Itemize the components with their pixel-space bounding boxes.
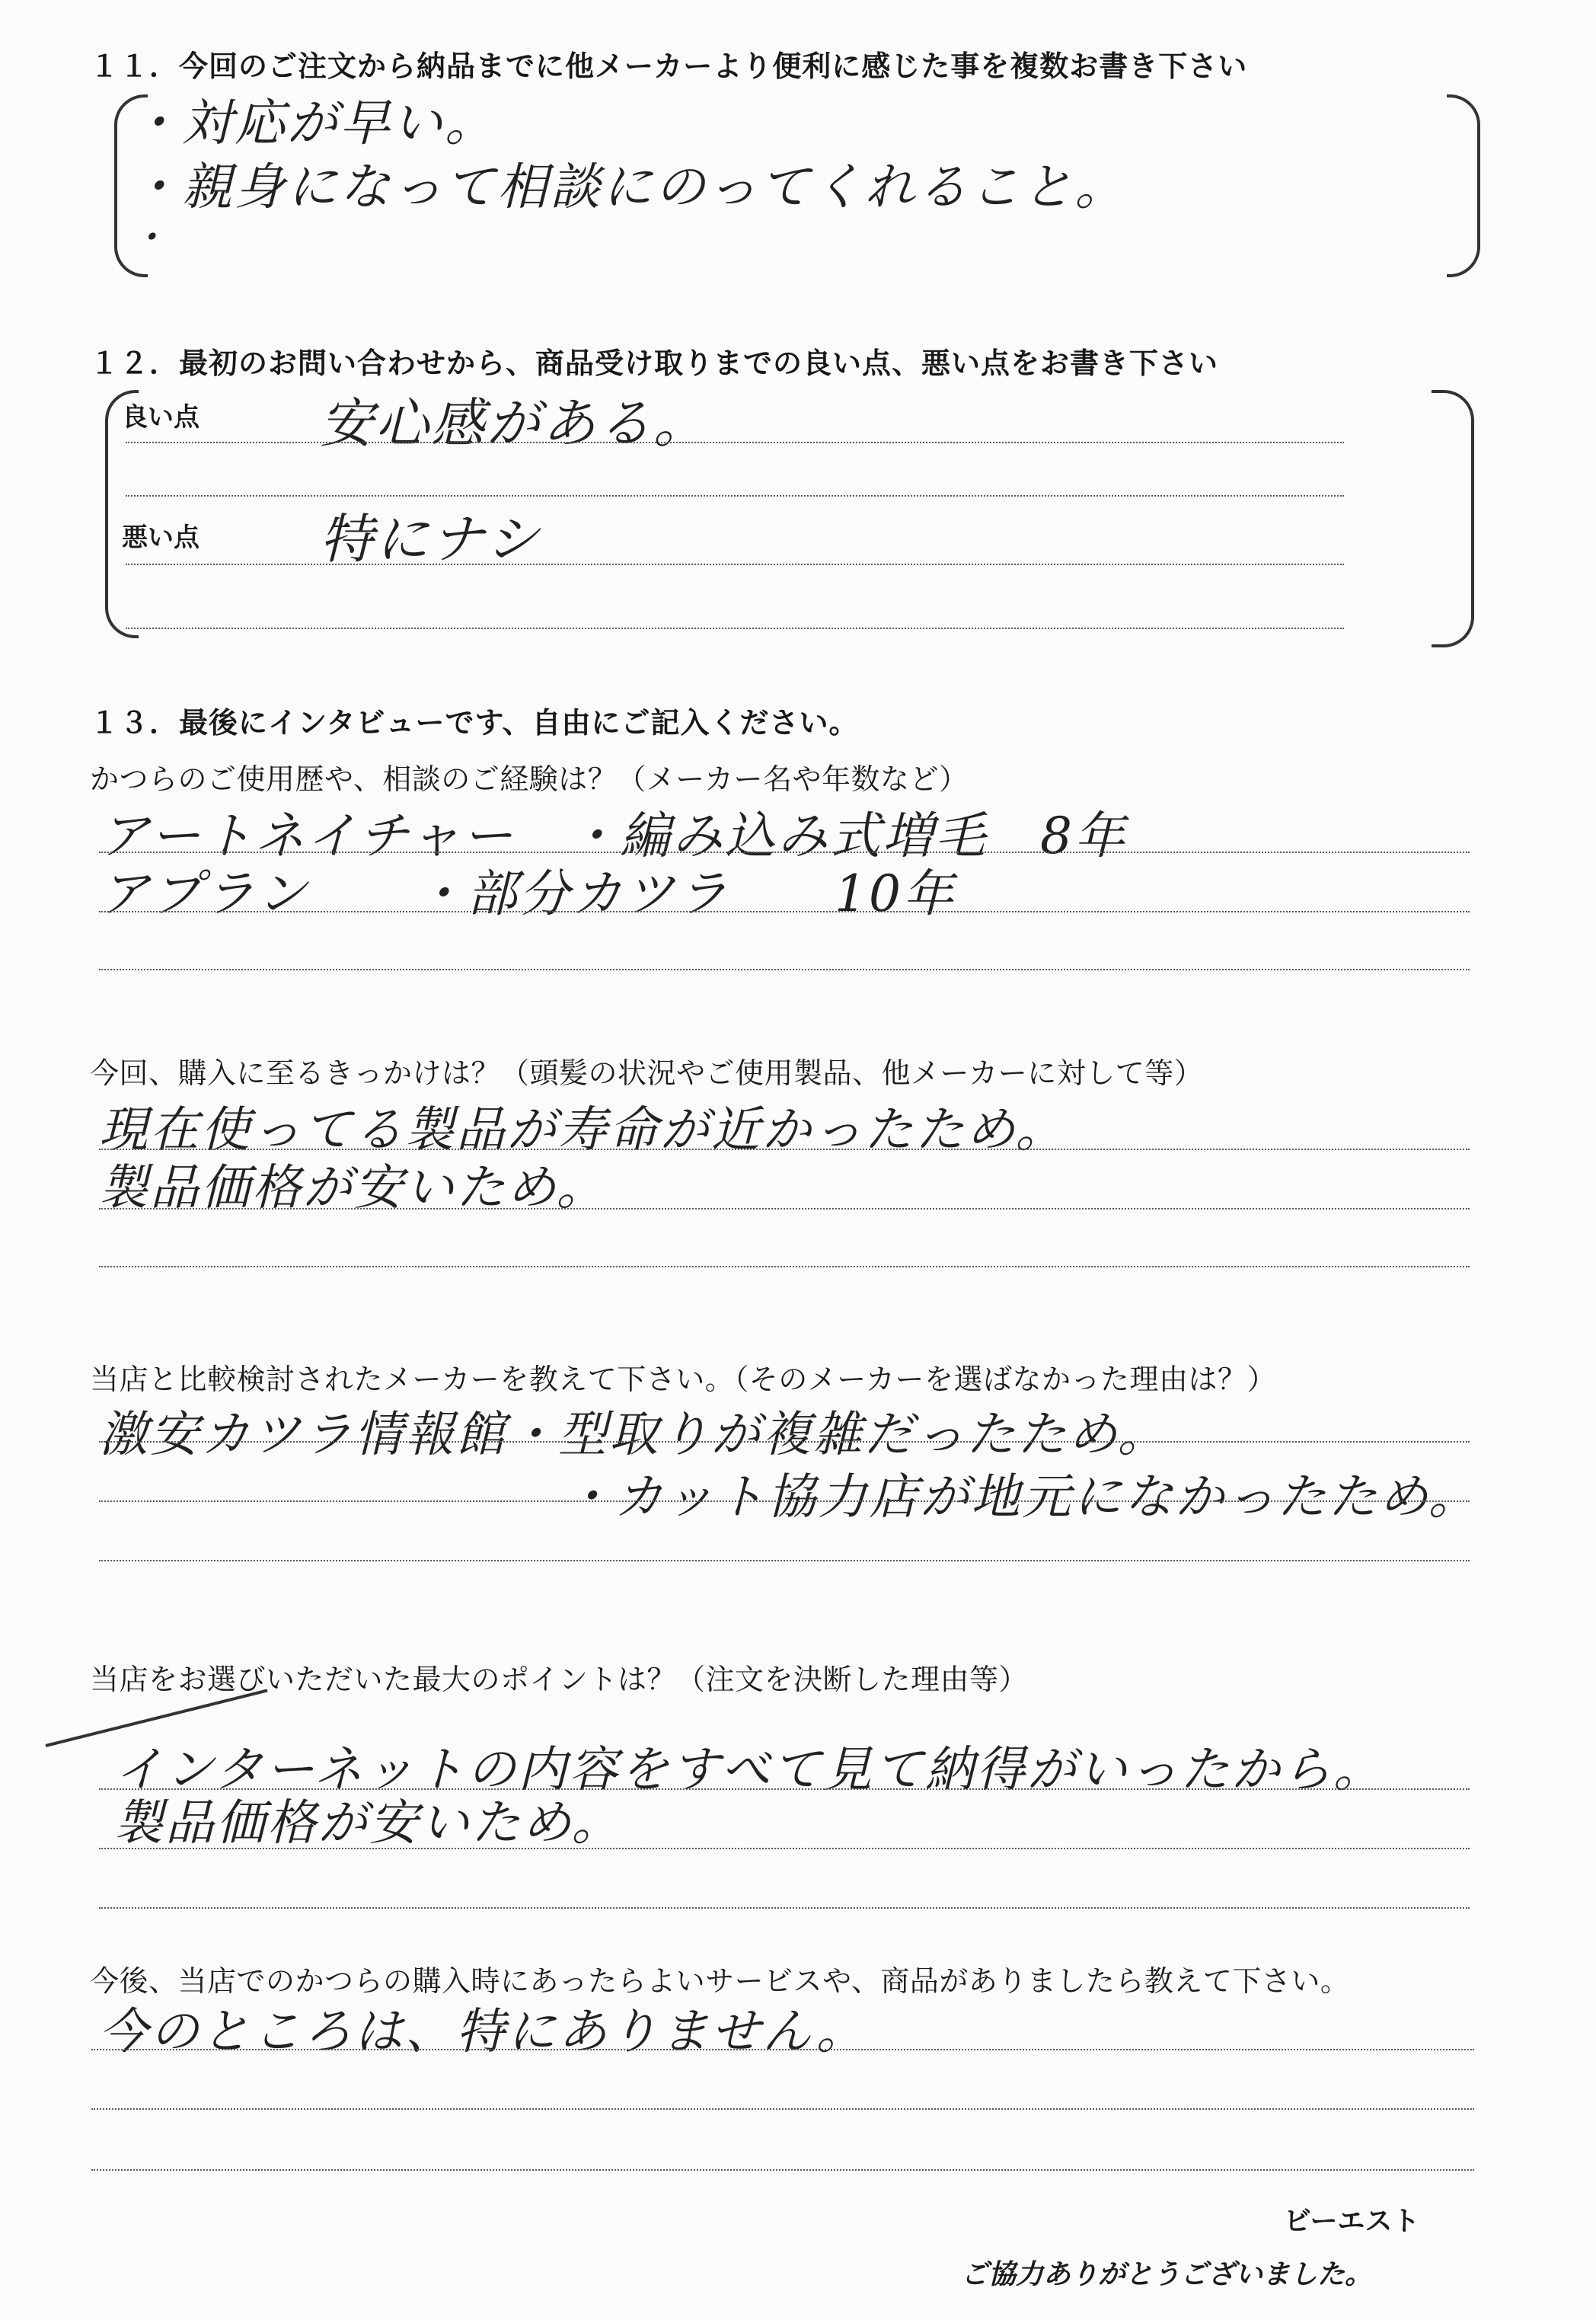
answer-line [99,1560,1470,1561]
good-point-answer: 安心感がある。 [320,392,709,455]
compare-answer-1: 激安カツラ情報館・型取りが複雑だったため。 [99,1407,1169,1463]
answer-line [99,1441,1470,1443]
trigger-answer-2: 製品価格が安いため。 [99,1160,608,1216]
point-answer-2: 製品価格が安いため。 [114,1795,623,1852]
compare-answer-2: ・カット協力店が地元になかったため。 [563,1469,1479,1526]
history-question: かつらのご使用歴や、相談のご経験は？（メーカー名や年数など） [90,762,969,796]
q12-bracket-right [1432,390,1474,647]
q13-title: １３．最後にインタビューです、自由にご記入ください。 [90,706,859,740]
future-answer-1: 今のところは、特にありません。 [99,2004,867,2060]
answer-line [99,1907,1470,1909]
answer-line [126,442,1344,443]
point-question: 当店をお選びいただいた最大のポイントは？（注文を決断した理由等） [90,1663,1029,1696]
future-question: 今後、当店でのかつらの購入時にあったらよいサービスや、商品がありましたら教えて下さい。 [90,1964,1350,1998]
q11-answer-3: ・ [129,216,170,260]
answer-line [99,1208,1470,1210]
answer-line [99,1266,1470,1267]
answer-line [99,911,1470,912]
q11-answer-1: ・対応が早い。 [129,94,497,152]
answer-line [91,2049,1474,2050]
answer-line [126,628,1344,629]
trigger-question: 今回、購入に至るきっかけは？（頭髪の状況やご使用製品、他メーカーに対して等） [90,1056,1204,1090]
good-point-label: 良い点 [122,402,200,433]
trigger-answer-1: 現在使ってる製品が寿命が近かったため。 [99,1102,1067,1158]
bad-point-answer: 特にナシ [320,508,541,570]
history-answer-1: アートネイチャー ・編み込み式増毛 8年 [99,807,1128,865]
answer-line [99,1500,1470,1502]
history-answer-2: アプラン ・部分カツラ 10年 [99,864,956,923]
q11-answer-2: ・親身になって相談にのってくれること。 [129,158,1128,216]
thanks-message: ご協力ありがとうございました。 [961,2259,1373,2290]
q11-bracket-right [1447,94,1480,277]
point-answer-1: インターネットの内容をすべて見て納得がいったから。 [114,1742,1384,1798]
q12-title: １２．最初のお問い合わせから、商品受け取りまでの良い点、悪い点をお書き下さい [90,347,1219,380]
answer-line [99,969,1470,970]
company-name: ビーエスト [1284,2206,1420,2237]
q11-title: １１．今回のご注文から納品までに他メーカーより便利に感じた事を複数お書き下さい [90,50,1248,83]
bad-point-label: 悪い点 [122,522,200,553]
answer-line [91,2108,1474,2110]
answer-line [126,495,1344,497]
answer-line [91,2169,1474,2171]
answer-line [99,1848,1470,1849]
compare-question: 当店と比較検討されたメーカーを教えて下さい。（そのメーカーを選ばなかった理由は？） [90,1363,1276,1396]
answer-line [126,564,1344,565]
